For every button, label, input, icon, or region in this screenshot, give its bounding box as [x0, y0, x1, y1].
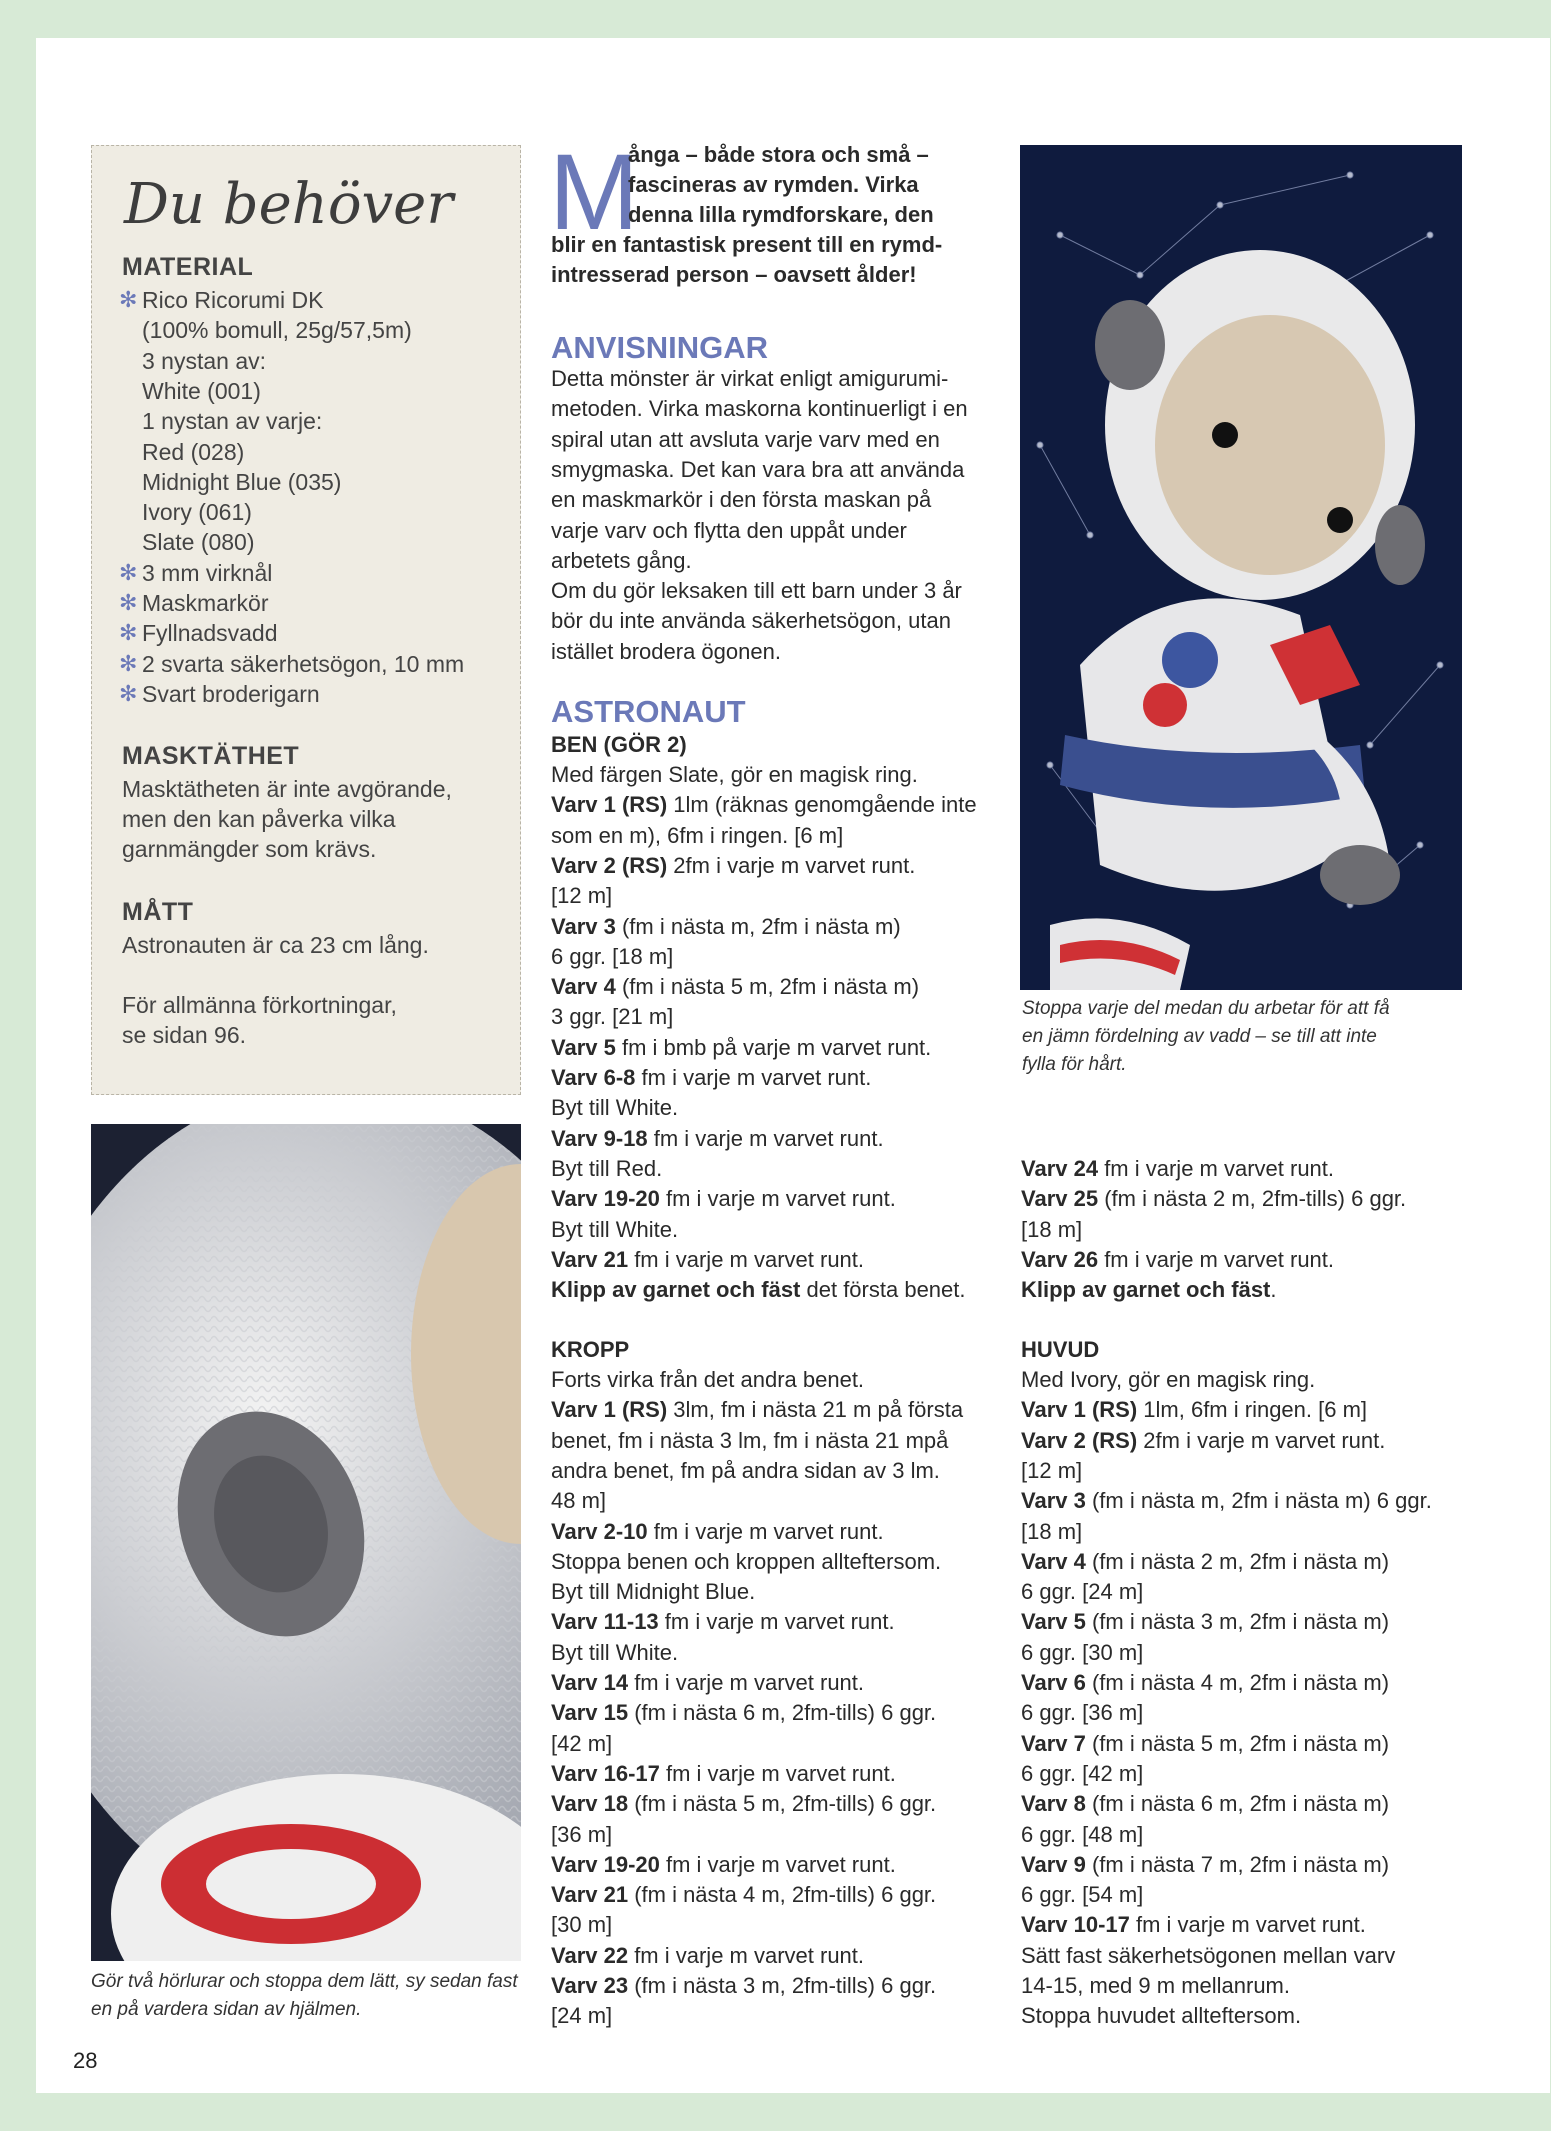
row-label: Varv 16-17: [551, 1760, 660, 1786]
kropp-heading: KROPP: [551, 1337, 630, 1362]
row-text: fm i bmb på varje m varvet runt.: [615, 1034, 932, 1060]
row-label: Varv 21: [551, 1246, 629, 1272]
row-label: Varv 21: [551, 1882, 629, 1908]
instruction-line: [1021, 1397, 1367, 1423]
bullet-icon: ✻: [119, 680, 138, 706]
instruction-line: [551, 1822, 612, 1848]
row-text: som en m), 6fm i ringen. [6 m]: [551, 822, 844, 848]
row-label: Varv 3: [551, 913, 616, 939]
row-text: fm i varje m varvet runt.: [659, 1186, 896, 1212]
anvisningar-line: metoden. Virka maskorna kontinuerligt i en: [551, 396, 968, 422]
row-label: Varv 1 (RS): [1021, 1397, 1138, 1423]
material-item: Ivory (061): [142, 499, 252, 526]
instruction-line: [1021, 1973, 1290, 1999]
astronaut-heading: ASTRONAUT: [551, 694, 746, 729]
instruction-line: [551, 1428, 948, 1454]
instruction-line: [551, 1912, 612, 1938]
row-text: fm i varje m varvet runt.: [659, 1760, 896, 1786]
instruction-line: [1021, 1791, 1389, 1817]
row-text: 6 ggr. [30 m]: [1021, 1639, 1144, 1665]
instruction-line: [1021, 1186, 1406, 1212]
row-text: fm i varje m varvet runt.: [628, 1246, 865, 1272]
instruction-line: [551, 914, 901, 940]
instruction-line: [551, 1519, 884, 1545]
instruction-line: [551, 1247, 864, 1273]
row-text: (fm i nästa 6 m, 2fm i nästa m): [1085, 1791, 1390, 1817]
row-label: Varv 8: [1021, 1791, 1086, 1817]
row-text: [12 m]: [1021, 1457, 1083, 1483]
material-item: 3 nystan av:: [142, 347, 267, 374]
row-text: fm i varje m varvet runt.: [1129, 1912, 1366, 1938]
instruction-line: [1021, 1670, 1389, 1696]
row-text: (fm i nästa 2 m, 2fm i nästa m): [1085, 1548, 1390, 1574]
instruction-line: [551, 823, 843, 849]
instruction-line: [551, 1156, 662, 1182]
instruction-line: [551, 1065, 871, 1091]
row-text: Byt till Red.: [551, 1155, 663, 1181]
material-item: 2 svarta säkerhetsögon, 10 mm: [142, 650, 465, 677]
instruction-line: [1021, 1367, 1315, 1393]
instruction-line: [1021, 1761, 1143, 1787]
instruction-line: [1021, 1700, 1143, 1726]
row-text: 3 ggr. [21 m]: [551, 1004, 674, 1030]
instruction-line: [1021, 1822, 1143, 1848]
material-item: 1 nystan av varje:: [142, 408, 323, 435]
row-label: Varv 6-8: [551, 1065, 636, 1090]
instruction-line: [551, 1397, 963, 1423]
instruction-line: [551, 1126, 884, 1152]
row-text: (fm i nästa m, 2fm i nästa m): [615, 913, 901, 939]
row-text: det första benet.: [800, 1277, 966, 1303]
row-text: 2fm i varje m varvet runt.: [1137, 1427, 1386, 1453]
row-text: (fm i nästa 3 m, 2fm-tills) 6 ggr.: [628, 1973, 937, 1998]
size-heading: MÅTT: [122, 898, 194, 926]
instruction-line: [1021, 1731, 1389, 1757]
row-text: Byt till White.: [551, 1216, 679, 1242]
row-label: Varv 5: [551, 1034, 616, 1060]
instruction-line: [551, 2003, 612, 2029]
anvisningar-heading: ANVISNINGAR: [551, 330, 769, 365]
instruction-line: [551, 1488, 606, 1514]
material-item: Red (028): [142, 438, 245, 465]
row-text: 6 ggr. [24 m]: [1021, 1579, 1144, 1605]
instruction-line: [551, 1852, 896, 1878]
instruction-line: [1021, 2003, 1301, 2029]
anvisningar-line: spiral utan att avsluta varje varv med en: [551, 426, 940, 452]
caption-line: Gör två hörlurar och stoppa dem lätt, sy sedan fast: [91, 1971, 518, 1992]
anvisningar-line: istället brodera ögonen.: [551, 638, 781, 664]
row-text: 6 ggr. [48 m]: [1021, 1821, 1144, 1847]
row-text: 48 m]: [551, 1488, 607, 1514]
material-item: Rico Ricorumi DK: [142, 287, 324, 313]
row-label: Varv 2-10: [551, 1518, 648, 1544]
material-item: Maskmarkör: [142, 590, 269, 616]
instruction-line: [1021, 1943, 1395, 1969]
anvisningar-line: en maskmarkör i den första maskan på: [551, 487, 932, 513]
row-text: 3lm, fm i nästa 21 m på första: [667, 1397, 964, 1423]
anvisningar-line: arbetets gång.: [551, 547, 692, 573]
row-text: (fm i nästa 4 m, 2fm-tills) 6 ggr.: [628, 1882, 937, 1908]
row-label: Varv 11-13: [551, 1609, 659, 1635]
row-text: (fm i nästa 7 m, 2fm i nästa m): [1085, 1851, 1390, 1877]
row-text: 6 ggr. [42 m]: [1021, 1760, 1144, 1786]
instruction-line: [551, 1761, 896, 1787]
instruction-line: [551, 853, 915, 879]
row-label: Varv 26: [1021, 1246, 1099, 1272]
row-label: Varv 1 (RS): [551, 1397, 668, 1423]
astronaut-photo: [1020, 145, 1462, 990]
row-label: Varv 24: [1021, 1156, 1099, 1181]
row-label: Varv 4: [1021, 1548, 1086, 1574]
intro-line: fascineras av rymden. Virka: [628, 172, 919, 197]
instruction-line: [1021, 1609, 1389, 1635]
page-number: 28: [73, 2048, 98, 2073]
caption-line: fylla för hårt.: [1022, 1054, 1127, 1075]
instruction-line: [551, 1943, 864, 1969]
instruction-line: [1021, 1640, 1143, 1666]
instruction-line: [551, 1579, 755, 1605]
instruction-line: [551, 1367, 864, 1393]
instruction-line: [551, 1791, 936, 1817]
ben-heading: BEN (GÖR 2): [551, 732, 687, 757]
row-label: Varv 1 (RS): [551, 792, 668, 818]
row-label: Varv 22: [551, 1942, 629, 1968]
row-label: Varv 19-20: [551, 1851, 660, 1877]
instruction-line: [551, 1004, 673, 1030]
row-text: Stoppa benen och kroppen allteftersom.: [551, 1548, 942, 1574]
bullet-icon: ✻: [119, 650, 138, 676]
instruction-line: [1021, 1156, 1334, 1182]
gauge-heading: MASKTÄTHET: [122, 742, 300, 770]
row-text: Byt till White.: [551, 1639, 679, 1665]
anvisningar-line: varje varv och flytta den uppåt under: [551, 517, 907, 543]
instruction-line: [551, 1882, 936, 1908]
row-label: Varv 6: [1021, 1670, 1086, 1695]
row-text: benet, fm i nästa 3 lm, fm i nästa 21 mpå: [551, 1427, 949, 1453]
instruction-line: [1021, 1488, 1432, 1514]
row-text: 14-15, med 9 m mellanrum.: [1021, 1973, 1290, 1998]
gauge-line: Masktätheten är inte avgörande,: [122, 776, 452, 802]
instruction-line: [551, 1217, 678, 1243]
instruction-line: [551, 1277, 966, 1303]
row-label: Varv 5: [1021, 1609, 1086, 1635]
row-text: 6 ggr. [18 m]: [551, 943, 674, 969]
row-text: .: [1270, 1277, 1277, 1303]
row-text: Byt till Midnight Blue.: [551, 1579, 756, 1605]
instruction-line: [1021, 1579, 1143, 1605]
instruction-line: [551, 1670, 864, 1696]
row-text: fm i varje m varvet runt.: [1098, 1156, 1335, 1181]
material-item: 3 mm virknål: [142, 559, 273, 586]
anvisningar-line: Detta mönster är virkat enligt amigurumi-: [551, 366, 949, 391]
row-text: [42 m]: [551, 1730, 613, 1756]
intro-line: denna lilla rymdforskare, den: [628, 202, 934, 227]
instruction-line: [551, 1095, 678, 1121]
row-label: Varv 7: [1021, 1730, 1086, 1756]
size-line: Astronauten är ca 23 cm lång.: [122, 932, 429, 958]
material-heading: MATERIAL: [122, 253, 254, 281]
row-text: (fm i nästa 4 m, 2fm i nästa m): [1085, 1670, 1390, 1695]
instruction-line: [551, 1640, 678, 1666]
row-text: [18 m]: [1021, 1216, 1083, 1242]
caption-line: en jämn fördelning av vadd – se till att inte: [1022, 1026, 1377, 1047]
row-text: Sätt fast säkerhetsögonen mellan varv: [1021, 1942, 1396, 1968]
row-text: 6 ggr. [54 m]: [1021, 1882, 1144, 1908]
instruction-line: [551, 883, 612, 909]
material-item: White (001): [142, 377, 261, 404]
row-text: (fm i nästa 3 m, 2fm i nästa m): [1085, 1609, 1390, 1635]
instruction-line: [551, 1731, 612, 1757]
row-text: [12 m]: [551, 883, 613, 909]
instruction-line: [1021, 1852, 1389, 1878]
intro-line: intresserad person – oavsett ålder!: [551, 262, 917, 287]
dropcap: M: [549, 131, 639, 252]
row-label: Varv 4: [551, 974, 616, 1000]
row-text: andra benet, fm på andra sidan av 3 lm.: [551, 1457, 940, 1483]
instruction-line: [1021, 1247, 1334, 1273]
row-text: fm i varje m varvet runt.: [1098, 1246, 1335, 1272]
row-text: fm i varje m varvet runt.: [658, 1609, 895, 1635]
gauge-line: men den kan påverka vilka: [122, 806, 396, 832]
instruction-line: [1021, 1277, 1277, 1303]
row-text: (fm i nästa m, 2fm i nästa m) 6 ggr.: [1085, 1488, 1432, 1514]
row-text: Stoppa huvudet allteftersom.: [1021, 2003, 1302, 2029]
row-text: 1lm, 6fm i ringen. [6 m]: [1137, 1397, 1368, 1423]
row-label: Varv 10-17: [1021, 1912, 1130, 1938]
instruction-line: [1021, 1217, 1082, 1243]
instruction-line: [551, 974, 919, 1000]
row-text: Med färgen Slate, gör en magisk ring.: [551, 762, 918, 787]
row-text: fm i varje m varvet runt.: [628, 1670, 865, 1695]
row-label: Varv 15: [551, 1700, 629, 1726]
intro-line: ånga – både stora och små –: [628, 142, 929, 167]
row-text: fm i varje m varvet runt.: [647, 1125, 884, 1151]
instruction-line: [551, 1035, 931, 1061]
material-item: (100% bomull, 25g/57,5m): [142, 317, 412, 344]
row-label: Varv 9: [1021, 1851, 1086, 1877]
row-text: fm i varje m varvet runt.: [659, 1851, 896, 1877]
row-text: (fm i nästa 5 m, 2fm i nästa m): [615, 974, 920, 1000]
instruction-line: [1021, 1458, 1082, 1484]
row-text: [30 m]: [551, 1912, 613, 1938]
row-text: Byt till White.: [551, 1095, 679, 1121]
row-text: (fm i nästa 5 m, 2fm i nästa m): [1085, 1730, 1390, 1756]
caption-line: Stoppa varje del medan du arbetar för att få: [1022, 998, 1390, 1019]
instruction-line: [551, 1700, 936, 1726]
box-title: Du behöver: [124, 172, 454, 237]
row-label: Varv 3: [1021, 1488, 1086, 1514]
row-label: Varv 18: [551, 1791, 629, 1817]
material-item: Fyllnadsvadd: [142, 620, 278, 647]
instruction-line: [551, 1458, 940, 1484]
row-text: 1lm (räknas genomgående inte: [667, 792, 977, 818]
instruction-line: [551, 1973, 936, 1999]
instruction-line: [1021, 1882, 1143, 1908]
row-text: Forts virka från det andra benet.: [551, 1367, 865, 1392]
abbr-line: För allmänna förkortningar,: [122, 992, 397, 1018]
bullet-icon: ✻: [119, 620, 138, 646]
instruction-line: [1021, 1519, 1082, 1545]
row-text: fm i varje m varvet runt.: [628, 1942, 865, 1968]
row-text: [18 m]: [1021, 1518, 1083, 1544]
row-label: Varv 14: [551, 1670, 629, 1695]
row-label: Varv 2 (RS): [1021, 1427, 1138, 1453]
bullet-icon: ✻: [119, 559, 138, 585]
row-text: (fm i nästa 2 m, 2fm-tills) 6 ggr.: [1098, 1186, 1407, 1212]
instruction-line: [1021, 1428, 1385, 1454]
instruction-line: [551, 1186, 896, 1212]
instruction-line: [1021, 1912, 1366, 1938]
row-text: 6 ggr. [36 m]: [1021, 1700, 1144, 1726]
intro-line: blir en fantastisk present till en rymd-: [551, 232, 943, 257]
row-text: [24 m]: [551, 2003, 613, 2029]
huvud-heading: HUVUD: [1021, 1337, 1100, 1362]
anvisningar-line: bör du inte använda säkerhetsögon, utan: [551, 608, 951, 634]
helmet-closeup-photo: [91, 1124, 521, 1961]
row-text: (fm i nästa 5 m, 2fm-tills) 6 ggr.: [628, 1791, 937, 1817]
row-text: (fm i nästa 6 m, 2fm-tills) 6 ggr.: [628, 1700, 937, 1726]
row-label: Varv 19-20: [551, 1186, 660, 1212]
instruction-line: [551, 944, 673, 970]
anvisningar-line: Om du gör leksaken till ett barn under 3 år: [551, 578, 962, 604]
caption-line: en på vardera sidan av hjälmen.: [91, 1999, 362, 2020]
instruction-line: [551, 762, 918, 788]
row-label: Varv 23: [551, 1973, 629, 1998]
bullet-icon: ✻: [119, 287, 138, 312]
row-text: 2fm i varje m varvet runt.: [667, 852, 916, 878]
row-text: Med Ivory, gör en magisk ring.: [1021, 1367, 1316, 1392]
row-label: Klipp av garnet och fäst: [551, 1277, 801, 1303]
row-text: [36 m]: [551, 1821, 613, 1847]
gauge-line: garnmängder som krävs.: [122, 836, 377, 862]
row-text: fm i varje m varvet runt.: [647, 1518, 884, 1544]
material-item: Midnight Blue (035): [142, 468, 342, 495]
row-label: Varv 9-18: [551, 1125, 648, 1151]
row-label: Klipp av garnet och fäst: [1021, 1277, 1271, 1303]
material-item: Slate (080): [142, 529, 255, 556]
instruction-line: [551, 1609, 895, 1635]
anvisningar-line: smygmaska. Det kan vara bra att använda: [551, 456, 965, 482]
instruction-line: [551, 1549, 941, 1575]
instruction-line: [551, 792, 977, 818]
row-label: Varv 2 (RS): [551, 852, 668, 878]
row-text: fm i varje m varvet runt.: [635, 1065, 872, 1090]
bullet-icon: ✻: [119, 590, 138, 615]
material-item: Svart broderigarn: [142, 680, 320, 707]
instruction-line: [1021, 1549, 1389, 1575]
row-label: Varv 25: [1021, 1186, 1099, 1212]
abbr-line: se sidan 96.: [122, 1022, 247, 1048]
